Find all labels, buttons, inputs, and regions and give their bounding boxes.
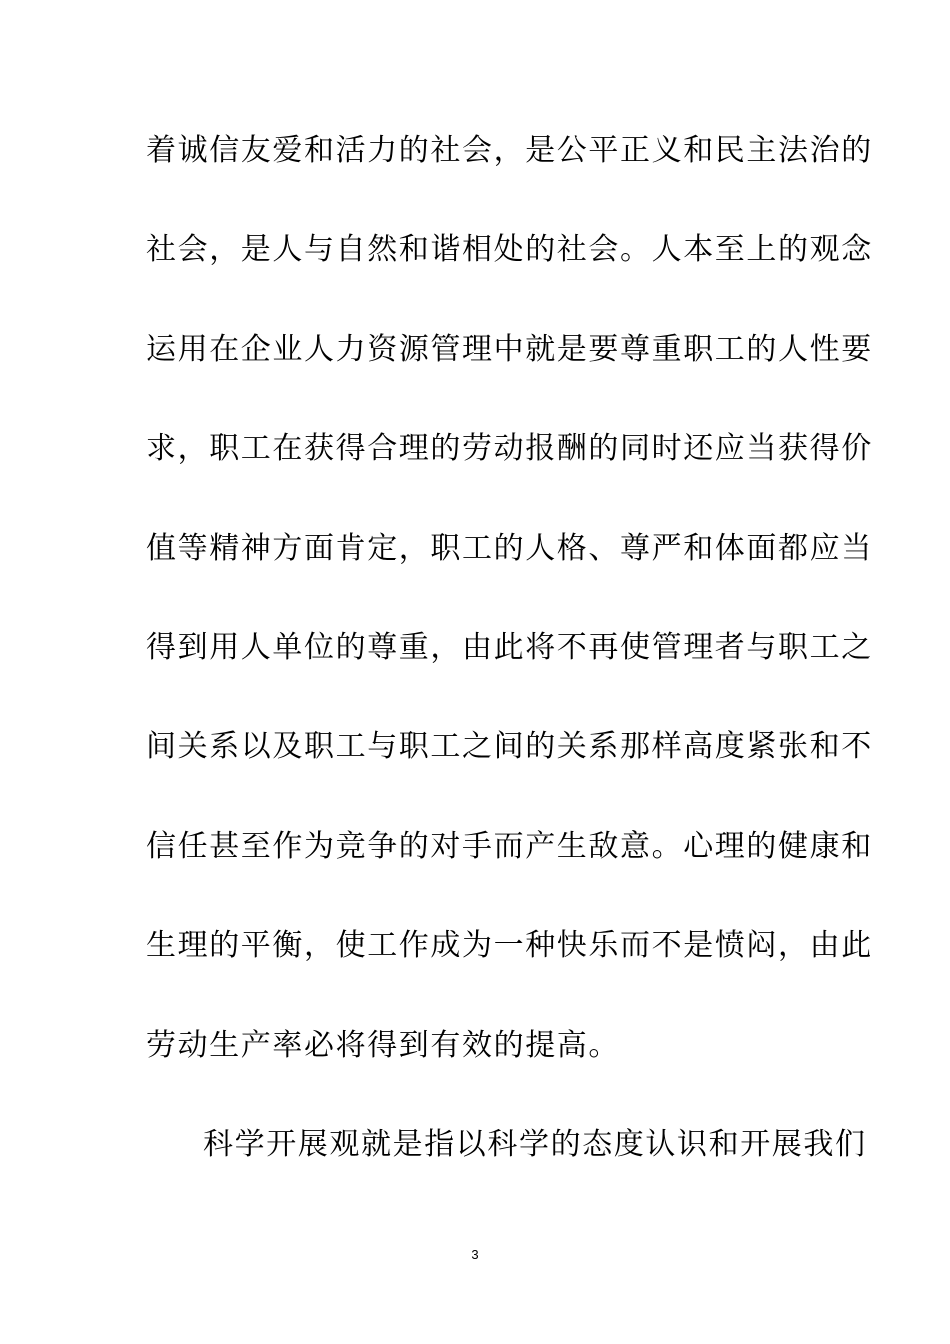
paragraph-line: 运用在企业人力资源管理中就是要尊重职工的人性要 bbox=[146, 332, 873, 367]
paragraph-line: 着诚信友爱和活力的社会，是公平正义和民主法治的 bbox=[146, 133, 873, 168]
paragraph-line: 求，职工在获得合理的劳动报酬的同时还应当获得价 bbox=[146, 431, 873, 466]
page-number: 3 bbox=[471, 1247, 479, 1262]
paragraph-line: 间关系以及职工与职工之间的关系那样高度紧张和不 bbox=[146, 729, 873, 764]
paragraph-line: 社会，是人与自然和谐相处的社会。人本至上的观念 bbox=[146, 232, 873, 267]
paragraph-line: 得到用人单位的尊重，由此将不再使管理者与职工之 bbox=[146, 630, 873, 665]
paragraph-line: 信任甚至作为竞争的对手而产生敌意。心理的健康和 bbox=[146, 829, 873, 864]
paragraph-line-indented: 科学开展观就是指以科学的态度认识和开展我们 bbox=[203, 1127, 867, 1162]
paragraph-line: 值等精神方面肯定，职工的人格、尊严和体面都应当 bbox=[146, 531, 873, 566]
paragraph-line: 生理的平衡，使工作成为一种快乐而不是愤闷，由此 bbox=[146, 928, 873, 963]
paragraph-line: 劳动生产率必将得到有效的提高。 bbox=[146, 1028, 620, 1063]
